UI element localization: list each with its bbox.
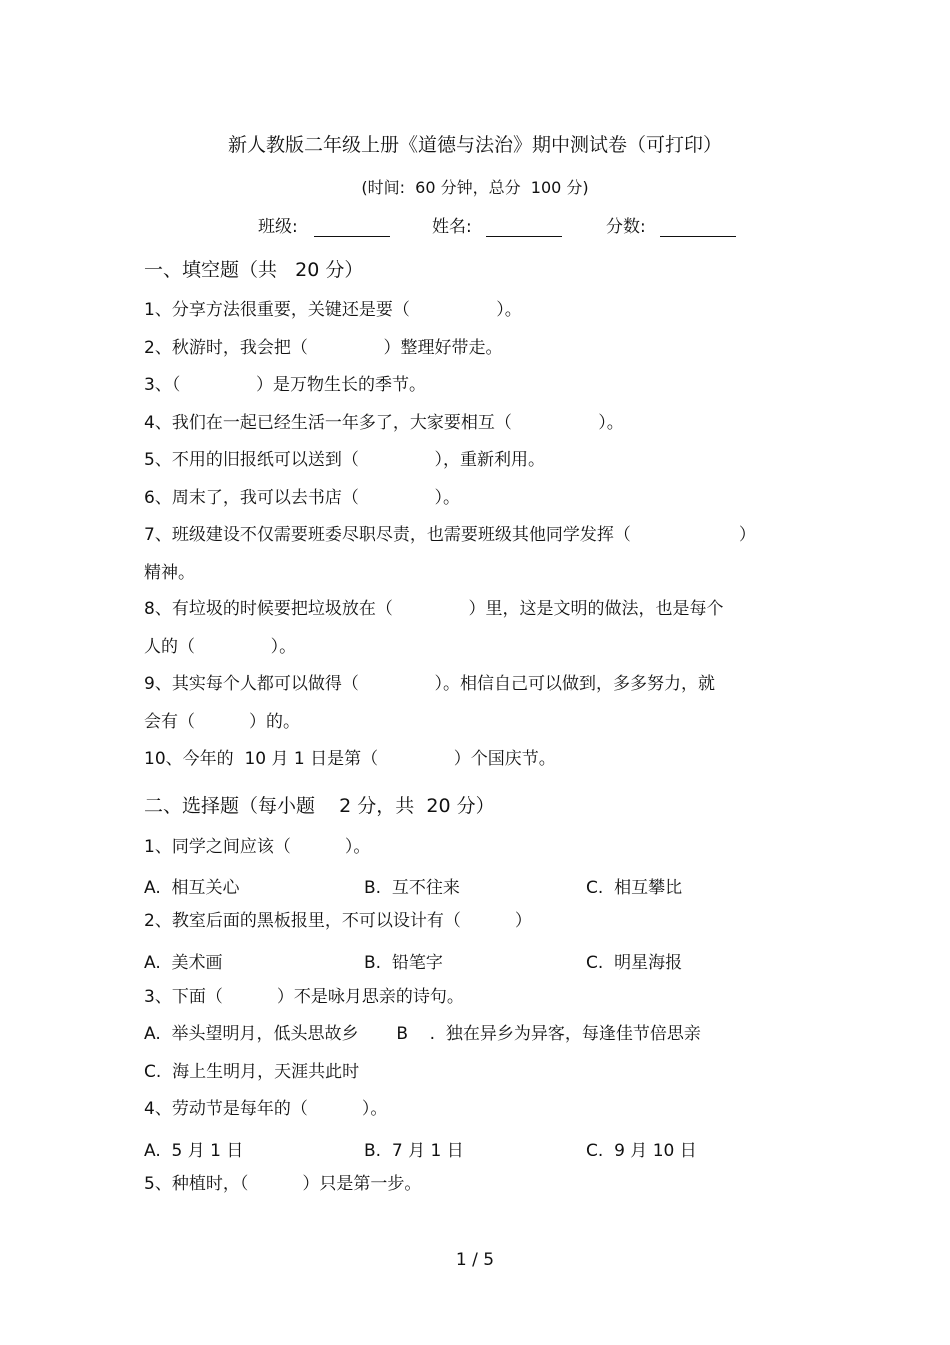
page-number: 1 / 5	[455, 1250, 495, 1270]
choice-2-option-a: A. 美术画	[144, 953, 223, 973]
fill-question-8-line-2: 人的（ ）。	[144, 637, 297, 657]
fill-question-8-line-1: 8、有垃圾的时候要把垃圾放在（ ）里，这是文明的做法，也是每个	[144, 599, 724, 619]
fill-question-9-line-1: 9、其实每个人都可以做得（ ）。相信自己可以做到，多多努力，就	[144, 674, 715, 694]
choice-question-2: 2、教室后面的黑板报里，不可以设计有（ ）	[144, 911, 532, 931]
choice-question-1: 1、同学之间应该（ ）。	[144, 837, 371, 857]
class-blank	[314, 216, 390, 237]
fill-question-6: 6、周末了，我可以去书店（ ）。	[144, 488, 460, 508]
document-title: 新人教版二年级上册《道德与法治》期中测试卷（可打印）	[227, 134, 722, 156]
class-field	[258, 212, 390, 237]
fill-question-7-line-1: 7、班级建设不仅需要班委尽职尽责，也需要班级其他同学发挥（ ）	[144, 525, 756, 545]
fill-question-3: 3、（ ）是万物生长的季节。	[144, 375, 426, 395]
fill-question-2: 2、秋游时，我会把（ ）整理好带走。	[144, 338, 503, 358]
section-choice-heading: 二、选择题（每小题 2 分，共 20 分）	[144, 795, 495, 817]
name-label: 姓名:	[432, 217, 472, 237]
choice-1-option-c: C. 相互攀比	[586, 878, 683, 898]
section-fill-in-heading: 一、填空题（共 20 分）	[144, 259, 364, 281]
class-label: 班级:	[258, 217, 298, 237]
choice-1-option-b: B. 互不往来	[364, 878, 460, 898]
fill-question-9-line-2: 会有（ ）的。	[144, 712, 301, 732]
choice-question-4: 4、劳动节是每年的（ ）。	[144, 1099, 388, 1119]
score-field	[606, 212, 736, 237]
choice-question-3: 3、下面（ ）不是咏月思亲的诗句。	[144, 987, 464, 1007]
choice-4-option-c: C. 9 月 10 日	[586, 1141, 697, 1161]
exam-time-info: (时间: 60 分钟，总分 100 分)	[361, 178, 589, 197]
name-field	[432, 212, 562, 237]
choice-3-option-c: C. 海上生明月，天涯共此时	[144, 1062, 360, 1082]
score-label: 分数:	[606, 217, 646, 237]
choice-question-5: 5、种植时，（ ）只是第一步。	[144, 1174, 422, 1194]
choice-3-options-ab: A. 举头望明月，低头思故乡 B . 独在异乡为异客，每逢佳节倍思亲	[144, 1024, 701, 1044]
fill-question-4: 4、我们在一起已经生活一年多了，大家要相互（ ）。	[144, 413, 624, 433]
choice-4-option-b: B. 7 月 1 日	[364, 1141, 464, 1161]
fill-question-1: 1、分享方法很重要，关键还是要（ ）。	[144, 300, 522, 320]
choice-2-option-c: C. 明星海报	[586, 953, 683, 973]
choice-4-option-a: A. 5 月 1 日	[144, 1141, 244, 1161]
score-blank	[660, 216, 736, 237]
name-blank	[486, 216, 562, 237]
fill-question-10: 10、今年的 10 月 1 日是第（ ）个国庆节。	[144, 749, 556, 769]
fill-question-5: 5、不用的旧报纸可以送到（ ），重新利用。	[144, 450, 545, 470]
fill-question-7-line-2: 精神。	[144, 563, 195, 583]
choice-1-option-a: A. 相互关心	[144, 878, 240, 898]
choice-2-option-b: B. 铅笔字	[364, 953, 443, 973]
